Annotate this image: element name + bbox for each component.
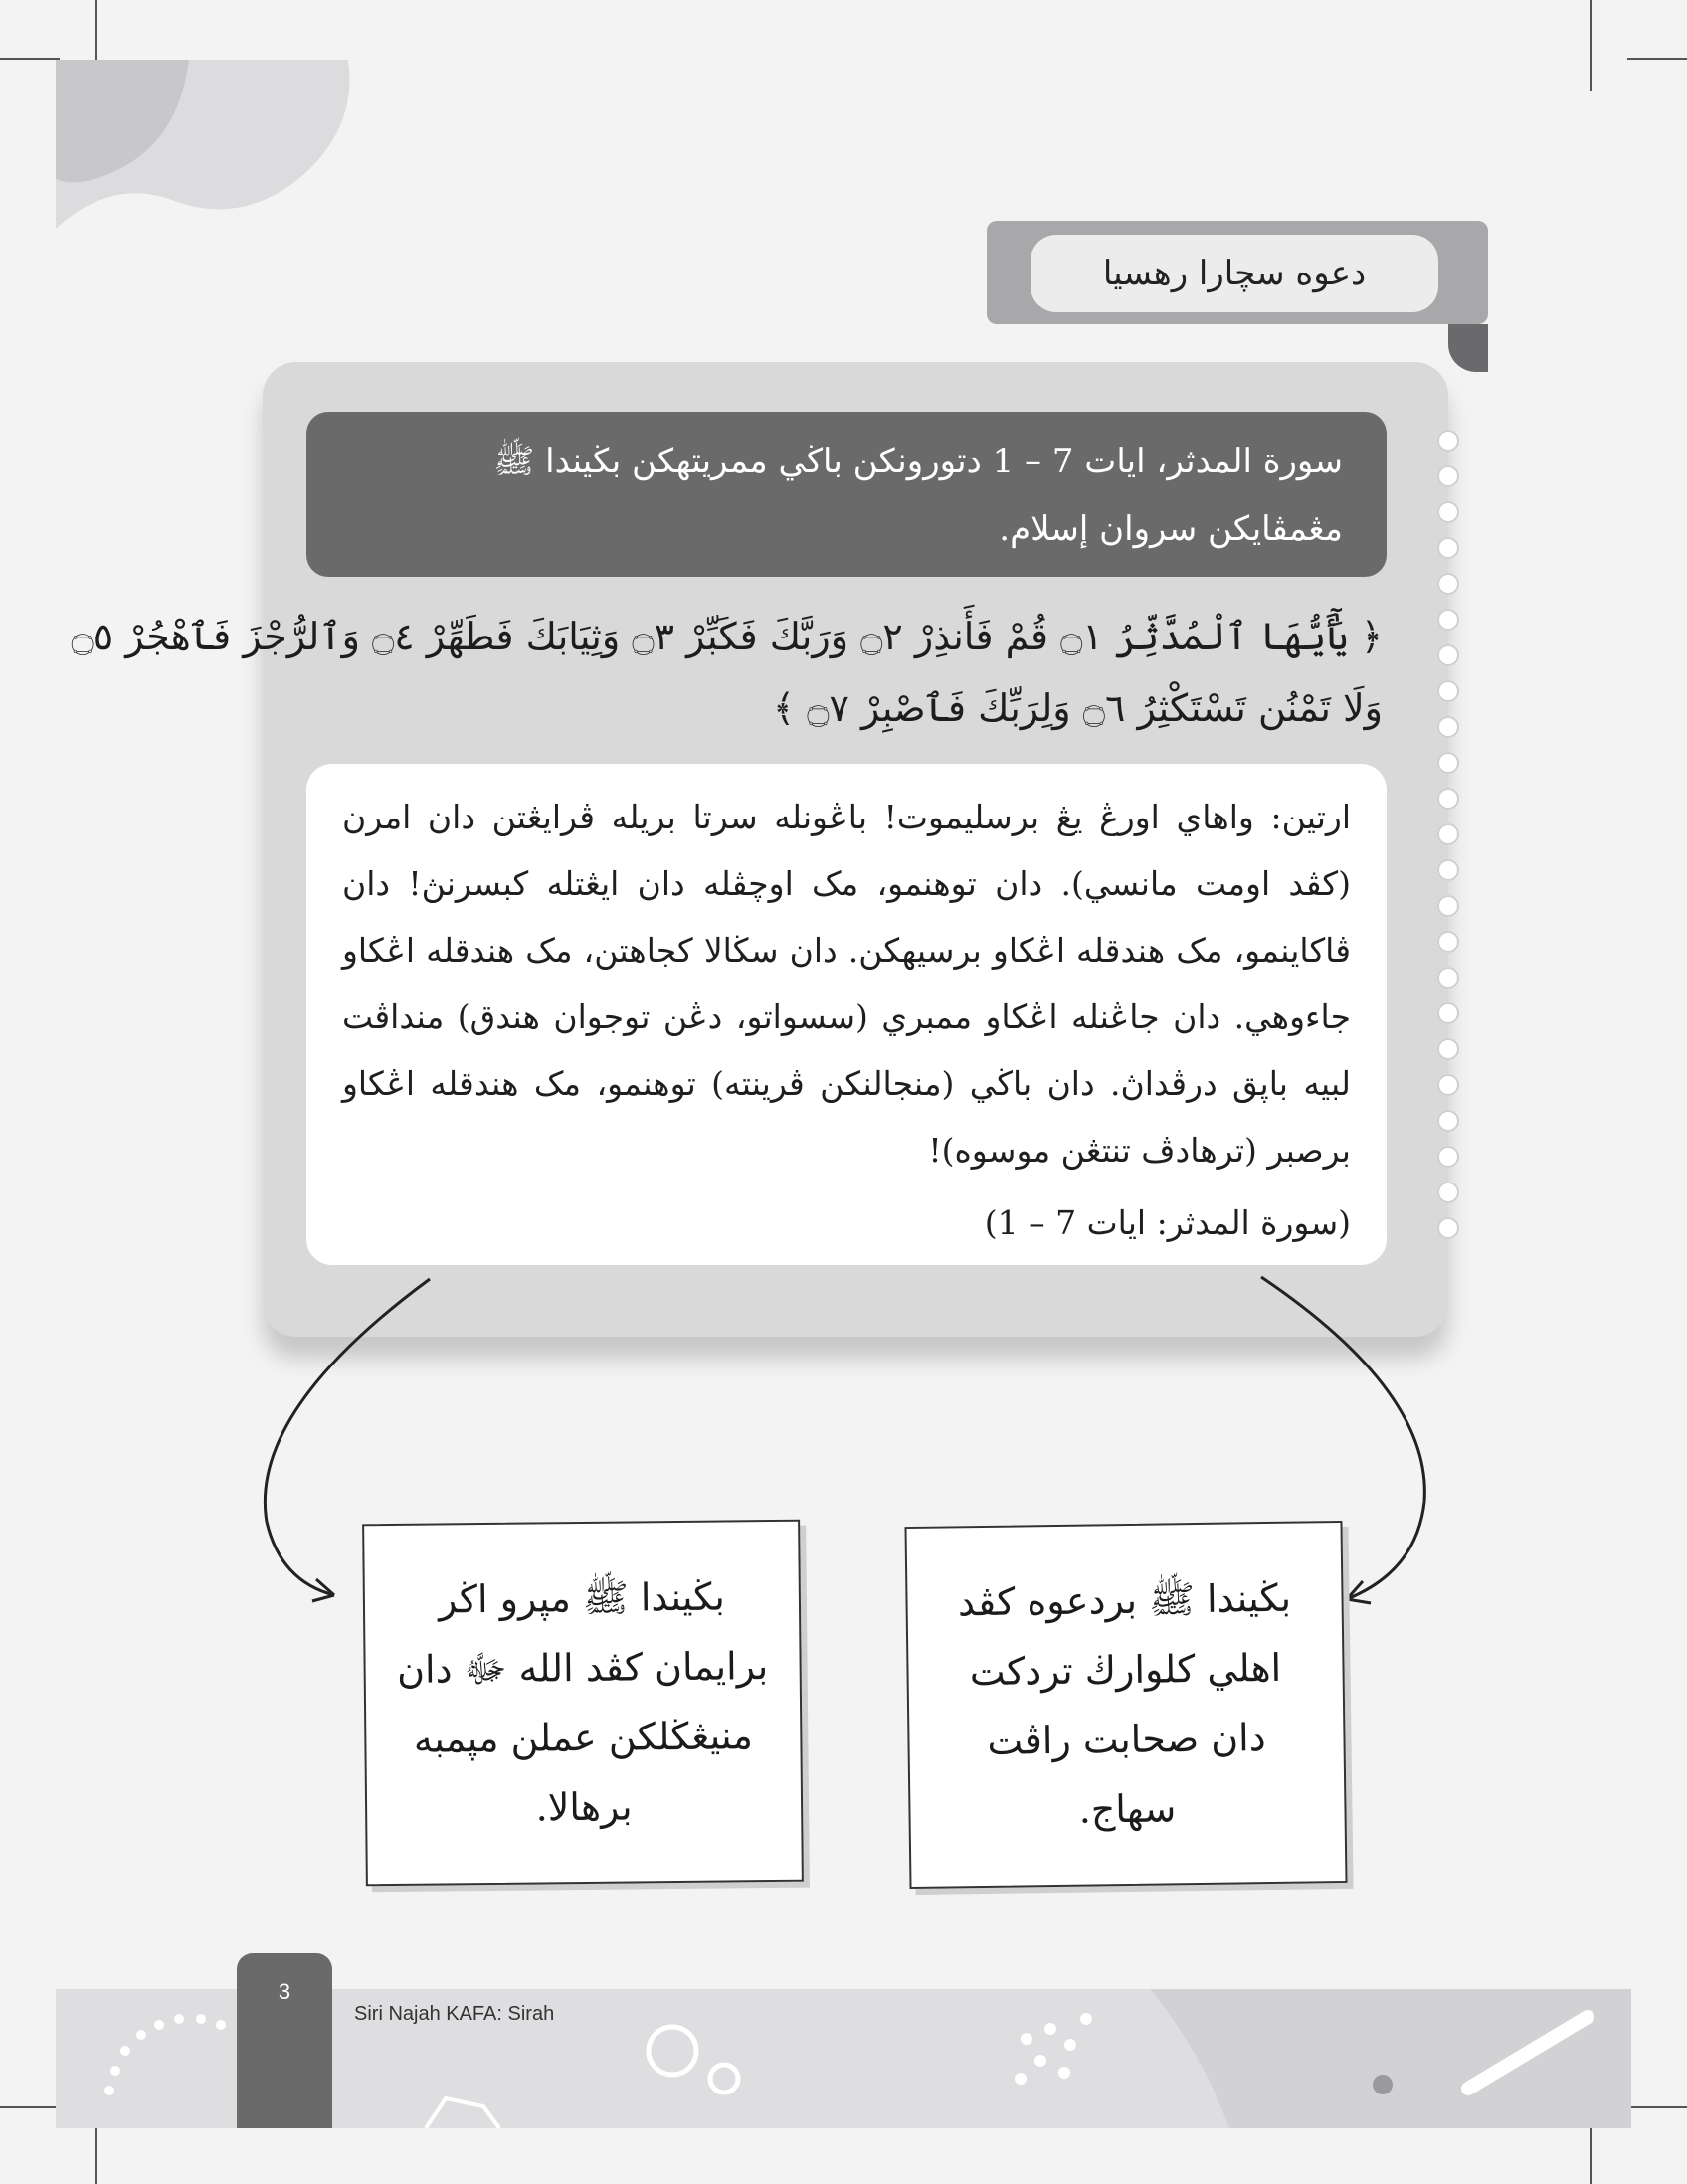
page-number: 3 <box>278 1979 291 2004</box>
title-tab-fold <box>1448 324 1488 372</box>
info-card-left-text: بڬيندا ﷺ مڽرو اڬر برايمان كڤد الله ﷻ دان منيڠڬلكن عملن مڽمبه برهالا. <box>396 1574 769 1830</box>
binder-ring <box>1437 1038 1459 1060</box>
crop-mark <box>1627 2106 1687 2108</box>
crop-mark <box>1627 58 1687 60</box>
info-card-right <box>904 1521 1347 1889</box>
crop-mark <box>1590 0 1592 91</box>
translation-text: ارتين: واهاي اورڠ يڠ برسليموت! باڠونله سرتا بريله ڤرايڠتن دان امرن (كڤد اومت مانسي). دان توهنمو، مک اوچڤله دان ايڠتله كبسرنڽ! دان ڤاكاينمو، مک هندقله اڠكاو برسيهكن. دان سڬالا كجاهتن، مک هندقله اڠكاو جاءوهي. دان جاڠنله اڠكاو ممبري (سسواتو، دڠن توجوان هندق) منداڤت لبيه باڽق درڤداڽ. دان باڬي (منجالنكن ڤرينته) توهنمو، مک هندقله اڠكاو برصبر (ترهادڤ تنتڠن موسوه)! <box>342 798 1351 1170</box>
binder-ring <box>1437 609 1459 631</box>
binder-ring <box>1437 573 1459 595</box>
binder-ring <box>1437 1002 1459 1024</box>
binder-ring <box>1437 967 1459 989</box>
info-card-right-text: بڬيندا ﷺ بردعوه كڤد اهلي كلوارڬ تردكت دان صحابت راڤت سهاج. <box>957 1575 1292 1832</box>
binder-ring <box>1437 1110 1459 1132</box>
translation-box <box>306 764 1387 1265</box>
binder-ring <box>1437 680 1459 702</box>
quran-verses <box>71 601 1383 748</box>
info-card-left <box>362 1520 804 1887</box>
binder-ring <box>1437 716 1459 738</box>
binder-ring <box>1437 1217 1459 1239</box>
binder-ring <box>1437 931 1459 953</box>
binder-ring <box>1437 644 1459 666</box>
binder-ring <box>1437 1074 1459 1096</box>
intro-text: سورة المدثر، ايات 7 – 1 دتورونكن باڬي ممريتهكن بڬيندا ﷺ مڠمڤايكن سروان إسلام. <box>306 412 1387 577</box>
crop-mark <box>0 2106 60 2108</box>
binder-ring <box>1437 537 1459 559</box>
binder-ring <box>1437 752 1459 774</box>
binder-ring <box>1437 430 1459 452</box>
quran-line-2: وَلَا تَمْنُن تَسْتَكْثِرُ ۝٦ وَلِرَبِّكَ فَٱصْبِرْ ۝٧ ﴾ <box>772 686 1383 730</box>
binder-ring <box>1437 1182 1459 1203</box>
binder-ring <box>1437 859 1459 881</box>
quran-line-1: ﴿ يَٰٓأَيُّهَا ٱلْمُدَّثِّرُ ۝١ قُمْ فَأَنذِرْ ۝٢ وَرَبَّكَ فَكَبِّرْ ۝٣ وَثِيَابَكَ فَطَهِّرْ ۝٤ وَٱلرُّجْزَ فَٱهْجُرْ ۝٥ <box>71 615 1383 658</box>
translation-source: (سورة المدثر: ايات 7 – 1) <box>984 1203 1351 1242</box>
series-title: Siri Najah KAFA: Sirah <box>354 2003 555 2025</box>
binder-ring <box>1437 1146 1459 1168</box>
decorative-blob <box>0 0 418 259</box>
binder-ring <box>1437 501 1459 523</box>
page-title: دعوه سچارا رهسيا <box>1031 235 1438 312</box>
binder-ring <box>1437 788 1459 810</box>
binder-ring <box>1437 895 1459 917</box>
binder-ring <box>1437 823 1459 845</box>
binder-ring <box>1437 465 1459 487</box>
